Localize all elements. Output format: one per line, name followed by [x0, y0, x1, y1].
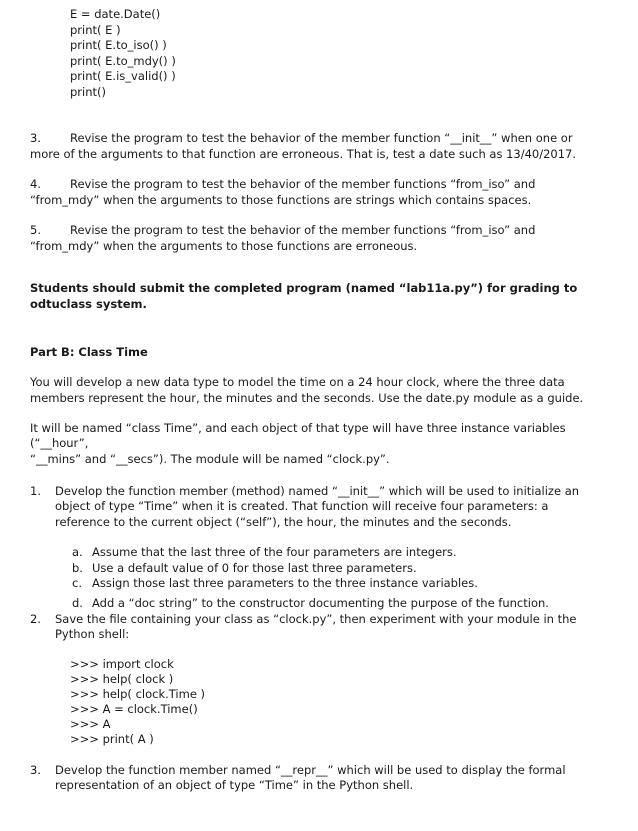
shell-line: >>> A = clock.Time()	[70, 702, 198, 716]
code-line: E = date.Date()	[70, 7, 161, 21]
item-text-line: “from_mdy” when the arguments to those functions are erroneous.	[30, 239, 418, 253]
sub-item-text: Use a default value of 0 for those last three parameters.	[92, 561, 417, 575]
sub-item-letter: b.	[72, 561, 83, 575]
item-number: 3.	[30, 763, 41, 777]
sub-item-text: Add a “doc string” to the constructor documenting the purpose of the function.	[92, 596, 549, 610]
submission-line: Students should submit the completed program (named “lab11a.py”) for grading to	[30, 281, 578, 295]
shell-line: >>> help( clock )	[70, 672, 174, 686]
item-text-line: reference to the current object (“self”), the hour, the minutes and the seconds.	[55, 515, 512, 529]
item-text-line: Revise the program to test the behavior of the member function “__init__” when one or	[70, 131, 573, 145]
item-text-line: representation of an object of type “Time” in the Python shell.	[55, 778, 414, 792]
item-text-line: more of the arguments to that function are erroneous. That is, test a date such as 13/40/2017.	[30, 147, 577, 161]
code-line: print( E.is_valid() )	[70, 69, 176, 83]
item-text-line: Revise the program to test the behavior of the member functions “from_iso” and	[70, 223, 536, 237]
item-number: 1.	[30, 484, 41, 498]
paragraph-line: (“__hour”,	[30, 436, 89, 450]
item-text-line: Save the file containing your class as “clock.py”, then experiment with your module in the	[55, 612, 577, 626]
item-text-line: “from_mdy” when the arguments to those functions are strings which contains spaces.	[30, 193, 532, 207]
paragraph-line: You will develop a new data type to model the time on a 24 hour clock, where the three data	[30, 375, 565, 389]
paragraph-line: “__mins” and “__secs”). The module will be named “clock.py”.	[30, 452, 390, 466]
code-line: print()	[70, 85, 106, 99]
shell-line: >>> help( clock.Time )	[70, 687, 206, 701]
item-number: 4.	[30, 177, 41, 191]
paragraph-line: members represent the hour, the minutes and the seconds. Use the date.py module as a guide.	[30, 391, 584, 405]
sub-item-text: Assume that the last three of the four parameters are integers.	[92, 545, 457, 559]
code-line: print( E.to_iso() )	[70, 38, 167, 52]
item-text-line: Python shell:	[55, 627, 130, 641]
paragraph-line: It will be named “class Time”, and each object of that type will have three instance variables	[30, 421, 566, 435]
submission-line: odtuclass system.	[30, 297, 147, 311]
sub-item-letter: a.	[72, 545, 83, 559]
code-line: print( E.to_mdy() )	[70, 54, 176, 68]
item-text-line: object of type “Time” when it is created. That function will receive four parameters: a	[55, 499, 549, 513]
shell-line: >>> import clock	[70, 657, 174, 671]
sub-item-letter: c.	[72, 576, 82, 590]
item-number: 5.	[30, 223, 41, 237]
item-text-line: Develop the function member (method) named “__init__” which will be used to initialize an	[55, 484, 580, 498]
item-number: 2.	[30, 612, 41, 626]
item-text-line: Develop the function member named “__repr__” which will be used to display the formal	[55, 763, 566, 777]
shell-line: >>> print( A )	[70, 732, 154, 746]
item-text-line: Revise the program to test the behavior of the member functions “from_iso” and	[70, 177, 536, 191]
sub-item-letter: d.	[72, 596, 83, 610]
item-number: 3.	[30, 131, 41, 145]
shell-line: >>> A	[70, 717, 111, 731]
sub-item-text: Assign those last three parameters to the three instance variables.	[92, 576, 478, 590]
section-heading: Part B: Class Time	[30, 345, 148, 359]
code-line: print( E )	[70, 23, 121, 37]
